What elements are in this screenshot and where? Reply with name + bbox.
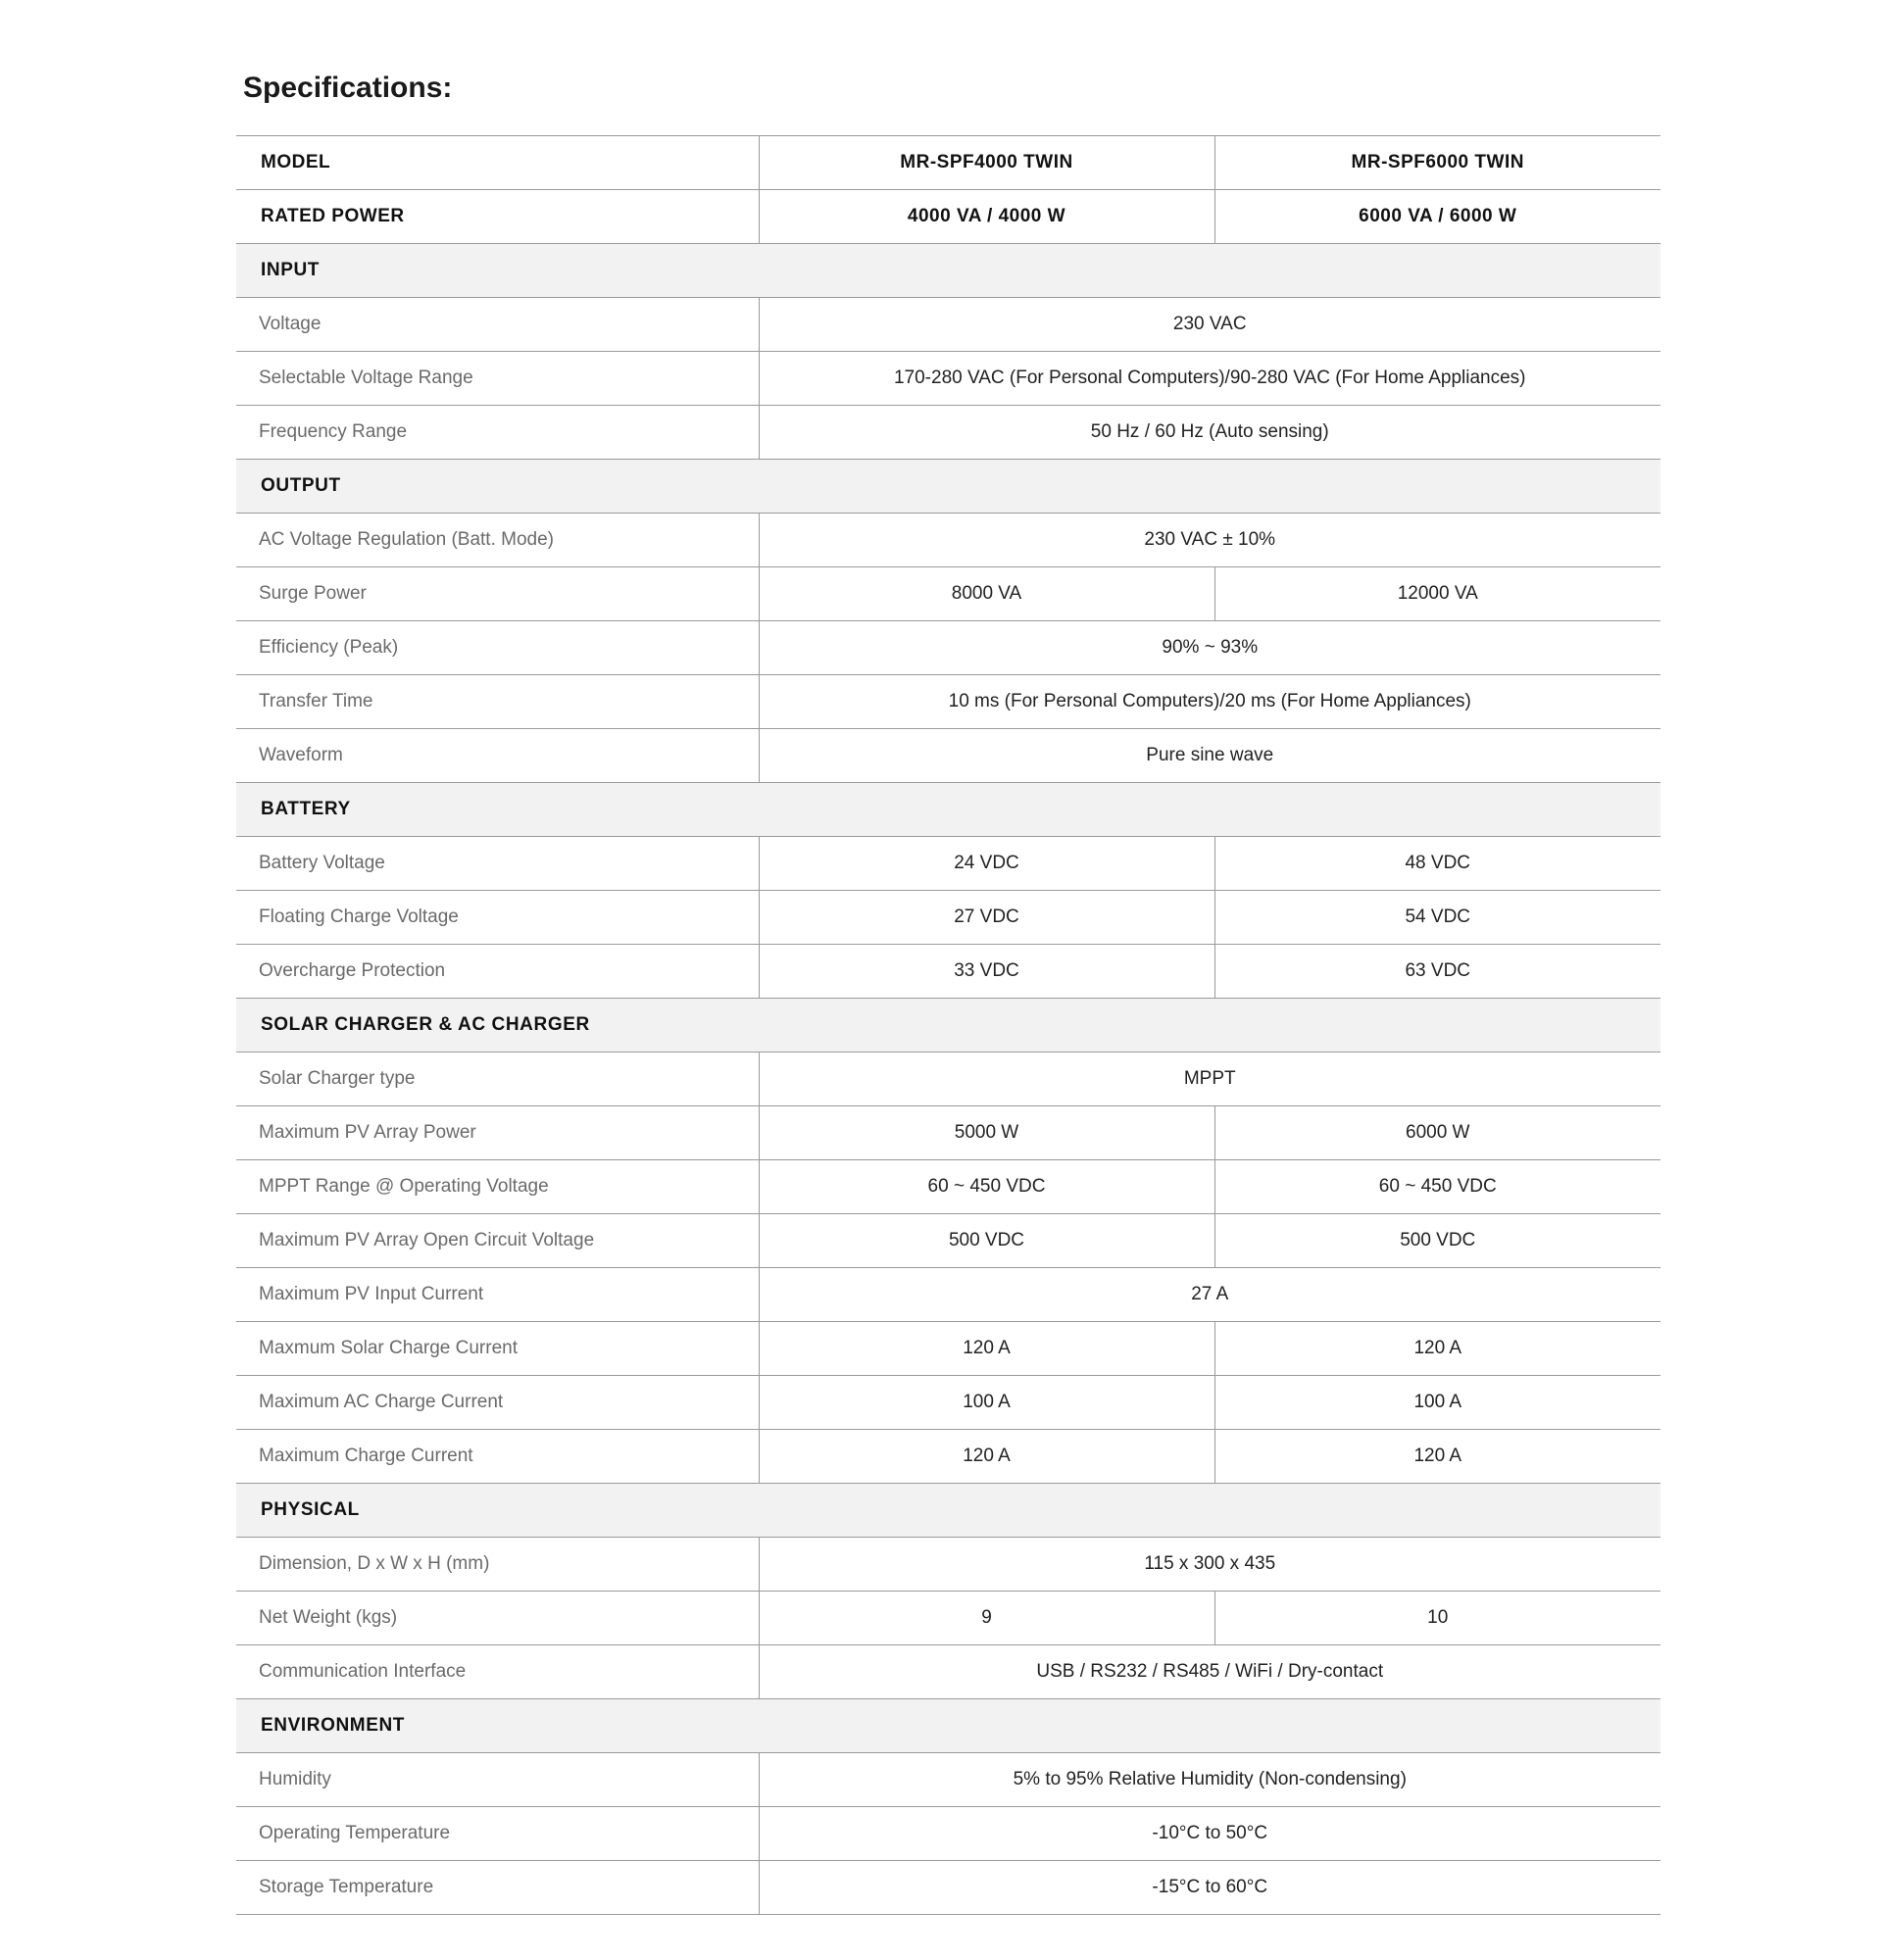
spec-label: Humidity <box>236 1753 759 1807</box>
table-row <box>236 514 1660 567</box>
spec-value-shared: 230 VAC <box>759 298 1660 352</box>
header-value: MR-SPF4000 TWIN <box>759 136 1214 190</box>
spec-label: Net Weight (kgs) <box>236 1592 759 1645</box>
spec-value: 5000 W <box>759 1106 1214 1160</box>
section-header-output <box>236 460 1660 514</box>
section-header-battery <box>236 783 1660 837</box>
header-value: 4000 VA / 4000 W <box>759 190 1214 244</box>
header-row-model <box>236 136 1660 190</box>
spec-value-shared: Pure sine wave <box>759 729 1660 783</box>
table-row <box>236 1807 1660 1861</box>
section-title: INPUT <box>236 244 1660 298</box>
spec-value: 60 ~ 450 VDC <box>1214 1160 1660 1214</box>
header-label: RATED POWER <box>236 190 759 244</box>
section-title: BATTERY <box>236 783 1660 837</box>
spec-value: 500 VDC <box>1214 1214 1660 1268</box>
spec-value-shared: 170-280 VAC (For Personal Computers)/90-280 VAC (For Home Appliances) <box>759 352 1660 406</box>
spec-value: 8000 VA <box>759 567 1214 621</box>
spec-label: Maximum Charge Current <box>236 1430 759 1484</box>
section-title: OUTPUT <box>236 460 1660 514</box>
spec-value: 100 A <box>759 1376 1214 1430</box>
spec-value: 24 VDC <box>759 837 1214 891</box>
table-row <box>236 1160 1660 1214</box>
spec-label: Surge Power <box>236 567 759 621</box>
spec-value: 63 VDC <box>1214 945 1660 999</box>
table-row <box>236 675 1660 729</box>
spec-value: 120 A <box>759 1322 1214 1376</box>
spec-value-shared: -10°C to 50°C <box>759 1807 1660 1861</box>
spec-label: Maxmum Solar Charge Current <box>236 1322 759 1376</box>
table-row <box>236 1214 1660 1268</box>
spec-label: Operating Temperature <box>236 1807 759 1861</box>
table-row <box>236 1322 1660 1376</box>
table-row <box>236 729 1660 783</box>
spec-value: 120 A <box>1214 1322 1660 1376</box>
spec-value: 500 VDC <box>759 1214 1214 1268</box>
spec-label: Overcharge Protection <box>236 945 759 999</box>
spec-value: 6000 W <box>1214 1106 1660 1160</box>
spec-label: Voltage <box>236 298 759 352</box>
table-row <box>236 1592 1660 1645</box>
spec-value-shared: USB / RS232 / RS485 / WiFi / Dry-contact <box>759 1645 1660 1699</box>
table-row <box>236 1106 1660 1160</box>
spec-value: 60 ~ 450 VDC <box>759 1160 1214 1214</box>
spec-label: AC Voltage Regulation (Batt. Mode) <box>236 514 759 567</box>
table-row <box>236 298 1660 352</box>
table-row <box>236 621 1660 675</box>
section-header-input <box>236 244 1660 298</box>
table-row <box>236 1053 1660 1106</box>
table-row <box>236 1861 1660 1915</box>
header-row-rated-power <box>236 190 1660 244</box>
spec-label: Transfer Time <box>236 675 759 729</box>
spec-value: 27 VDC <box>759 891 1214 945</box>
section-header-physical <box>236 1484 1660 1538</box>
spec-label: Communication Interface <box>236 1645 759 1699</box>
spec-label: Floating Charge Voltage <box>236 891 759 945</box>
header-value: MR-SPF6000 TWIN <box>1214 136 1660 190</box>
spec-value-shared: -15°C to 60°C <box>759 1861 1660 1915</box>
spec-value-shared: 90% ~ 93% <box>759 621 1660 675</box>
spec-value-shared: 27 A <box>759 1268 1660 1322</box>
section-title: SOLAR CHARGER & AC CHARGER <box>236 999 1660 1053</box>
spec-value: 54 VDC <box>1214 891 1660 945</box>
spec-label: Maximum PV Array Open Circuit Voltage <box>236 1214 759 1268</box>
section-header-solar-charger-ac-charger <box>236 999 1660 1053</box>
table-row <box>236 945 1660 999</box>
table-row <box>236 1645 1660 1699</box>
spec-value-shared: 10 ms (For Personal Computers)/20 ms (For Home Appliances) <box>759 675 1660 729</box>
table-row <box>236 1538 1660 1592</box>
spec-label: Dimension, D x W x H (mm) <box>236 1538 759 1592</box>
table-row <box>236 837 1660 891</box>
spec-label: Selectable Voltage Range <box>236 352 759 406</box>
spec-label: Battery Voltage <box>236 837 759 891</box>
spec-label: Waveform <box>236 729 759 783</box>
spec-label: MPPT Range @ Operating Voltage <box>236 1160 759 1214</box>
table-row <box>236 1753 1660 1807</box>
table-row <box>236 567 1660 621</box>
spec-value: 120 A <box>1214 1430 1660 1484</box>
spec-value-shared: 115 x 300 x 435 <box>759 1538 1660 1592</box>
page-title: Specifications: <box>243 72 453 104</box>
specifications-table <box>236 135 1660 1915</box>
spec-label: Maximum PV Array Power <box>236 1106 759 1160</box>
section-title: PHYSICAL <box>236 1484 1660 1538</box>
header-value: 6000 VA / 6000 W <box>1214 190 1660 244</box>
table-row <box>236 1268 1660 1322</box>
spec-value-shared: MPPT <box>759 1053 1660 1106</box>
spec-value: 120 A <box>759 1430 1214 1484</box>
spec-value-shared: 5% to 95% Relative Humidity (Non-condensing) <box>759 1753 1660 1807</box>
spec-label: Maximum PV Input Current <box>236 1268 759 1322</box>
section-title: ENVIRONMENT <box>236 1699 1660 1753</box>
spec-label: Storage Temperature <box>236 1861 759 1915</box>
spec-value: 100 A <box>1214 1376 1660 1430</box>
spec-label: Frequency Range <box>236 406 759 460</box>
spec-value: 33 VDC <box>759 945 1214 999</box>
table-row <box>236 1430 1660 1484</box>
spec-value: 9 <box>759 1592 1214 1645</box>
spec-label: Maximum AC Charge Current <box>236 1376 759 1430</box>
table-row <box>236 352 1660 406</box>
spec-label: Efficiency (Peak) <box>236 621 759 675</box>
spec-value-shared: 50 Hz / 60 Hz (Auto sensing) <box>759 406 1660 460</box>
table-row <box>236 891 1660 945</box>
spec-value: 12000 VA <box>1214 567 1660 621</box>
table-row <box>236 406 1660 460</box>
spec-value: 48 VDC <box>1214 837 1660 891</box>
header-label: MODEL <box>236 136 759 190</box>
spec-value: 10 <box>1214 1592 1660 1645</box>
specifications-table-body <box>236 136 1660 1915</box>
section-header-environment <box>236 1699 1660 1753</box>
spec-label: Solar Charger type <box>236 1053 759 1106</box>
spec-value-shared: 230 VAC ± 10% <box>759 514 1660 567</box>
table-row <box>236 1376 1660 1430</box>
